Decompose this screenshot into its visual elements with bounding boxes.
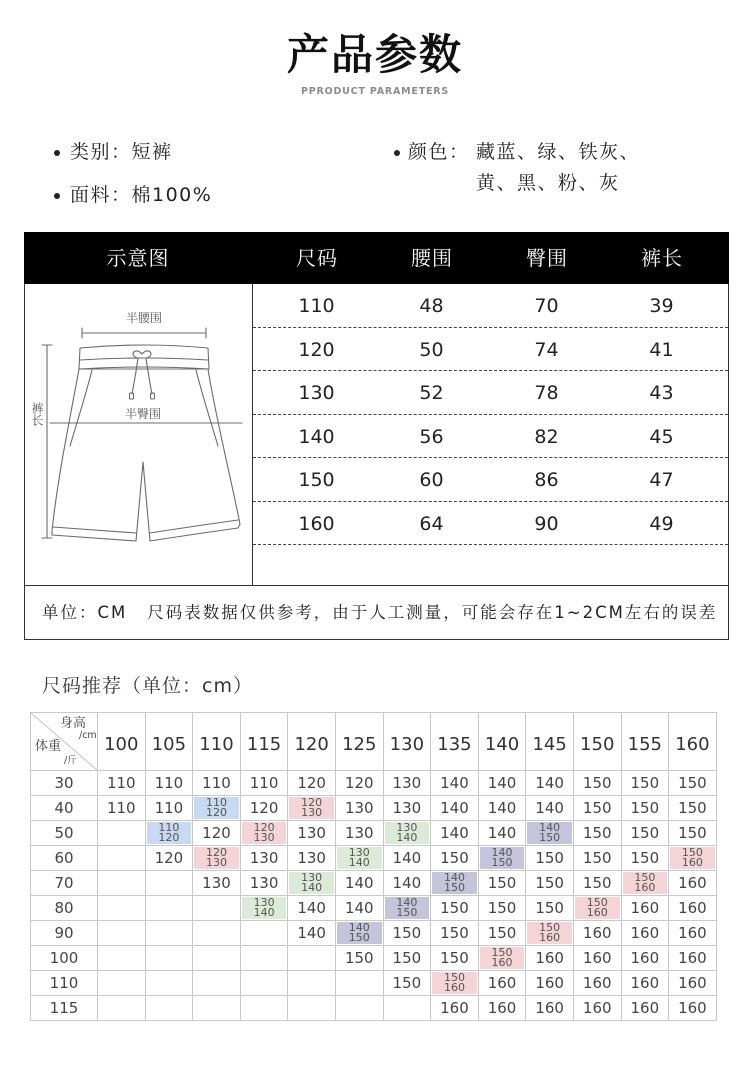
recommend-cell: 140 xyxy=(526,771,574,796)
size-range-badge xyxy=(337,847,382,869)
recommend-cell: 160 xyxy=(479,971,527,996)
recommend-cell xyxy=(336,996,384,1021)
recommend-cell: 150 xyxy=(622,796,670,821)
height-header: 125 xyxy=(336,713,384,771)
recommend-cell: 150 xyxy=(574,871,622,896)
recommend-cell: 150 xyxy=(479,921,527,946)
recommend-cell: 160 xyxy=(669,971,717,996)
size-range-badge xyxy=(527,922,572,944)
hip-value: 90 xyxy=(534,512,559,535)
range-high: 150 xyxy=(539,831,561,844)
weight-unit: /斤 xyxy=(64,755,77,766)
size-range-badge xyxy=(289,797,334,819)
range-high: 140 xyxy=(396,831,418,844)
recommend-cell: 150 xyxy=(526,896,574,921)
size-value: 130 xyxy=(298,382,335,404)
recommend-cell xyxy=(193,796,241,821)
height-header: 160 xyxy=(669,713,717,771)
range-low: 110 xyxy=(158,821,180,834)
weight-axis-label: 体重 xyxy=(35,739,62,754)
height-header: 155 xyxy=(622,713,670,771)
recommend-cell xyxy=(146,896,194,921)
range-low: 150 xyxy=(443,971,465,984)
recommend-cell xyxy=(98,946,146,971)
note-unit: 单位：CM xyxy=(42,603,128,622)
bullet-icon xyxy=(54,150,60,156)
height-header: 150 xyxy=(574,713,622,771)
bullet-icon xyxy=(54,193,60,199)
weight-label: 100 xyxy=(31,946,98,971)
weight-label: 90 xyxy=(31,921,98,946)
recommend-cell xyxy=(146,921,194,946)
half-waist-dimension xyxy=(82,328,206,338)
recommend-cell: 150 xyxy=(384,971,432,996)
waistband xyxy=(79,345,209,369)
height-unit: /cm xyxy=(79,730,97,741)
weight-label: 30 xyxy=(31,771,98,796)
weight-label: 70 xyxy=(31,871,98,896)
range-high: 160 xyxy=(634,881,656,894)
recommend-cell xyxy=(98,896,146,921)
range-high: 160 xyxy=(491,956,513,969)
recommend-cell: 150 xyxy=(669,796,717,821)
recommend-cell: 150 xyxy=(431,921,479,946)
recommend-cell xyxy=(146,871,194,896)
range-low: 120 xyxy=(301,796,323,809)
recommend-cell xyxy=(193,921,241,946)
recommend-cell xyxy=(193,846,241,871)
recommend-cell: 140 xyxy=(479,796,527,821)
range-high: 140 xyxy=(253,906,275,919)
spec-color-line: 黄、黑、粉、灰 xyxy=(476,172,620,194)
range-low: 120 xyxy=(253,821,275,834)
recommend-cell: 160 xyxy=(526,946,574,971)
recommend-cell: 120 xyxy=(241,796,289,821)
spec-fabric: 面料：棉100% xyxy=(70,184,213,206)
recommend-cell: 160 xyxy=(669,921,717,946)
waist-value: 48 xyxy=(419,295,444,317)
note-text: 尺码表数据仅供参考，由于人工测量，可能会存在1~2CM左右的误差 xyxy=(147,603,718,622)
height-header: 120 xyxy=(288,713,336,771)
range-low: 150 xyxy=(681,846,703,859)
size-range-badge xyxy=(337,922,382,944)
range-low: 130 xyxy=(253,896,275,909)
recommend-cell xyxy=(98,871,146,896)
recommend-cell: 140 xyxy=(431,821,479,846)
size-note xyxy=(25,585,728,639)
recommend-cell: 150 xyxy=(574,771,622,796)
size-value: 150 xyxy=(298,469,335,491)
recommend-cell: 150 xyxy=(622,771,670,796)
size-range-badge xyxy=(527,822,572,844)
recommend-cell: 150 xyxy=(431,896,479,921)
range-low: 140 xyxy=(348,921,370,934)
length-value: 49 xyxy=(649,512,674,535)
recommend-cell xyxy=(384,821,432,846)
recommend-cell: 130 xyxy=(288,821,336,846)
length-value: 39 xyxy=(649,295,674,317)
recommend-cell xyxy=(241,996,289,1021)
recommend-cell: 150 xyxy=(431,846,479,871)
recommend-cell: 140 xyxy=(288,921,336,946)
size-value: 140 xyxy=(298,425,335,448)
recommend-cell: 160 xyxy=(669,896,717,921)
recommend-cell xyxy=(336,921,384,946)
length-value: 47 xyxy=(649,469,674,491)
header-diagram: 示意图 xyxy=(106,246,170,270)
weight-label: 60 xyxy=(31,846,98,871)
size-range-badge xyxy=(194,847,239,869)
recommend-cell xyxy=(241,821,289,846)
recommend-cell: 130 xyxy=(336,796,384,821)
size-range-badge xyxy=(289,872,334,894)
recommend-cell xyxy=(98,846,146,871)
range-high: 120 xyxy=(205,806,227,819)
range-high: 150 xyxy=(348,931,370,944)
range-low: 140 xyxy=(443,871,465,884)
recommend-cell xyxy=(146,971,194,996)
recommend-cell: 150 xyxy=(336,946,384,971)
height-header: 130 xyxy=(384,713,432,771)
recommend-cell: 120 xyxy=(146,846,194,871)
recommend-cell xyxy=(98,971,146,996)
recommend-cell: 110 xyxy=(98,796,146,821)
spec-color-label: 颜色： xyxy=(408,141,470,163)
recommend-cell: 150 xyxy=(431,946,479,971)
header-waist: 腰围 xyxy=(411,246,453,270)
recommend-cell: 110 xyxy=(193,771,241,796)
recommend-cell: 160 xyxy=(574,996,622,1021)
recommend-cell: 150 xyxy=(479,896,527,921)
recommend-cell: 160 xyxy=(669,996,717,1021)
length-value: 45 xyxy=(649,425,674,448)
range-high: 160 xyxy=(586,906,608,919)
recommend-cell: 150 xyxy=(479,871,527,896)
size-range-badge xyxy=(194,797,239,819)
size-row xyxy=(253,415,728,459)
recommend-cell xyxy=(98,996,146,1021)
weight-label: 40 xyxy=(31,796,98,821)
weight-label: 115 xyxy=(31,996,98,1021)
height-header: 110 xyxy=(193,713,241,771)
recommend-cell: 160 xyxy=(526,971,574,996)
recommend-cell: 110 xyxy=(146,771,194,796)
recommend-cell xyxy=(98,821,146,846)
height-axis-label: 身高 xyxy=(60,716,87,731)
recommend-cell: 160 xyxy=(669,871,717,896)
recommend-cell: 160 xyxy=(431,996,479,1021)
size-row xyxy=(253,502,728,546)
range-low: 140 xyxy=(396,896,418,909)
range-low: 140 xyxy=(539,821,561,834)
recommend-cell xyxy=(241,921,289,946)
recommend-cell xyxy=(241,896,289,921)
recommend-cell xyxy=(431,971,479,996)
weight-label: 50 xyxy=(31,821,98,846)
recommend-cell: 150 xyxy=(526,846,574,871)
recommend-cell: 140 xyxy=(384,846,432,871)
recommend-cell: 140 xyxy=(479,771,527,796)
waist-value: 52 xyxy=(419,382,444,404)
recommend-cell xyxy=(384,996,432,1021)
recommend-cell: 160 xyxy=(622,896,670,921)
size-rows xyxy=(253,284,728,545)
recommend-cell: 110 xyxy=(98,771,146,796)
range-low: 130 xyxy=(301,871,323,884)
size-range-badge xyxy=(575,897,620,919)
range-low: 130 xyxy=(348,846,370,859)
recommend-cell xyxy=(193,996,241,1021)
hip-value: 86 xyxy=(534,469,559,491)
recommend-cell: 140 xyxy=(479,821,527,846)
size-range-badge xyxy=(670,847,715,869)
range-low: 150 xyxy=(634,871,656,884)
height-header: 100 xyxy=(98,713,146,771)
length-label: 裤长 xyxy=(30,402,44,426)
range-high: 130 xyxy=(205,856,227,869)
recommend-cell: 140 xyxy=(384,871,432,896)
waist-value: 50 xyxy=(419,338,444,361)
page-title: 产品参数 xyxy=(286,30,463,79)
recommend-cell: 160 xyxy=(669,946,717,971)
size-range-badge xyxy=(242,822,287,844)
half-hip-label: 半臀围 xyxy=(124,407,161,421)
recommend-cell xyxy=(98,921,146,946)
recommend-cell xyxy=(574,896,622,921)
recommend-cell xyxy=(241,946,289,971)
recommend-cell: 160 xyxy=(574,971,622,996)
hip-value: 82 xyxy=(534,425,559,448)
shorts-diagram xyxy=(25,284,252,585)
recommend-cell: 150 xyxy=(574,796,622,821)
recommend-cell: 130 xyxy=(241,871,289,896)
recommend-cell: 140 xyxy=(336,896,384,921)
height-header: 140 xyxy=(479,713,527,771)
size-range-badge xyxy=(432,972,477,994)
recommend-title: 尺码推荐（单位：cm） xyxy=(42,675,253,697)
range-high: 150 xyxy=(443,881,465,894)
recommend-cell: 120 xyxy=(288,771,336,796)
height-header: 105 xyxy=(146,713,194,771)
size-row xyxy=(253,284,728,328)
recommend-cell: 130 xyxy=(336,821,384,846)
range-high: 140 xyxy=(348,856,370,869)
recommend-cell xyxy=(384,896,432,921)
size-value: 120 xyxy=(298,338,335,361)
recommend-cell: 140 xyxy=(431,796,479,821)
size-recommend-grid xyxy=(30,712,717,1021)
size-range-badge xyxy=(242,897,287,919)
size-range-badge xyxy=(623,872,668,894)
range-low: 150 xyxy=(539,921,561,934)
range-high: 160 xyxy=(539,931,561,944)
height-header: 115 xyxy=(241,713,289,771)
recommend-cell xyxy=(288,971,336,996)
range-high: 150 xyxy=(491,856,513,869)
size-value: 160 xyxy=(298,512,335,535)
recommend-cell xyxy=(669,846,717,871)
recommend-cell: 110 xyxy=(146,796,194,821)
recommend-cell xyxy=(288,796,336,821)
size-range-badge xyxy=(147,822,192,844)
recommend-cell: 150 xyxy=(669,771,717,796)
recommend-cell: 140 xyxy=(431,771,479,796)
size-range-badge xyxy=(480,947,525,969)
range-high: 130 xyxy=(301,806,323,819)
recommend-cell xyxy=(288,871,336,896)
recommend-cell xyxy=(336,846,384,871)
range-low: 110 xyxy=(205,796,227,809)
diagram-cell xyxy=(25,284,253,585)
recommend-cell xyxy=(479,846,527,871)
recommend-cell: 160 xyxy=(622,921,670,946)
recommend-cell: 120 xyxy=(193,821,241,846)
recommend-cell: 140 xyxy=(336,871,384,896)
range-high: 120 xyxy=(158,831,180,844)
recommend-cell: 160 xyxy=(574,946,622,971)
header-hip: 臀围 xyxy=(526,246,568,270)
recommend-cell: 150 xyxy=(622,846,670,871)
range-low: 140 xyxy=(491,846,513,859)
recommend-cell xyxy=(479,946,527,971)
recommend-cell: 130 xyxy=(288,846,336,871)
recommend-cell: 120 xyxy=(336,771,384,796)
recommend-cell xyxy=(526,821,574,846)
recommend-cell: 130 xyxy=(384,796,432,821)
recommend-cell xyxy=(193,971,241,996)
waist-value: 56 xyxy=(419,425,444,448)
height-header: 145 xyxy=(526,713,574,771)
hip-value: 70 xyxy=(534,295,559,317)
header-length: 裤长 xyxy=(641,246,683,270)
recommend-cell: 150 xyxy=(384,921,432,946)
size-range-badge xyxy=(385,897,430,919)
length-dimension xyxy=(42,345,52,538)
recommend-cell xyxy=(193,946,241,971)
spec-category: 类别：短裤 xyxy=(70,141,173,163)
recommend-cell xyxy=(288,946,336,971)
height-header: 135 xyxy=(431,713,479,771)
recommend-cell: 150 xyxy=(574,821,622,846)
corner-cell xyxy=(31,713,98,771)
spec-color-line: 藏蓝、绿、铁灰、 xyxy=(476,141,641,163)
header-size: 尺码 xyxy=(296,246,338,270)
recommend-cell: 140 xyxy=(288,896,336,921)
recommend-cell: 150 xyxy=(384,946,432,971)
range-high: 160 xyxy=(681,856,703,869)
weight-label: 80 xyxy=(31,896,98,921)
length-value: 43 xyxy=(649,382,674,404)
recommend-cell: 160 xyxy=(622,971,670,996)
range-low: 120 xyxy=(205,846,227,859)
recommend-cell: 160 xyxy=(574,921,622,946)
bullet-icon xyxy=(394,150,400,156)
recommend-cell xyxy=(146,821,194,846)
waist-value: 64 xyxy=(419,512,444,535)
recommend-cell: 150 xyxy=(622,821,670,846)
recommend-cell: 150 xyxy=(669,821,717,846)
size-row xyxy=(253,371,728,415)
recommend-cell: 150 xyxy=(574,846,622,871)
waist-value: 60 xyxy=(419,469,444,491)
recommend-cell: 160 xyxy=(622,996,670,1021)
range-high: 160 xyxy=(443,981,465,994)
shorts-body-outline xyxy=(52,369,240,541)
recommend-cell xyxy=(526,921,574,946)
recommend-cell: 160 xyxy=(622,946,670,971)
length-value: 41 xyxy=(649,338,674,361)
range-low: 130 xyxy=(396,821,418,834)
recommend-cell: 160 xyxy=(479,996,527,1021)
range-high: 140 xyxy=(301,881,323,894)
recommend-cell xyxy=(336,971,384,996)
page-subtitle: PPRODUCT PARAMETERS xyxy=(300,86,450,97)
size-table-body xyxy=(24,284,729,640)
recommend-cell xyxy=(146,996,194,1021)
hip-value: 78 xyxy=(534,382,559,404)
range-low: 150 xyxy=(586,896,608,909)
recommend-cell xyxy=(146,946,194,971)
recommend-cell: 150 xyxy=(526,871,574,896)
recommend-cell: 140 xyxy=(526,796,574,821)
recommend-cell: 160 xyxy=(526,996,574,1021)
recommend-cell: 130 xyxy=(193,871,241,896)
size-range-badge xyxy=(480,847,525,869)
recommend-cell xyxy=(288,996,336,1021)
range-high: 150 xyxy=(396,906,418,919)
recommend-cell xyxy=(622,871,670,896)
size-row xyxy=(253,458,728,502)
recommend-cell: 110 xyxy=(241,771,289,796)
recommend-cell xyxy=(431,871,479,896)
hip-value: 74 xyxy=(534,338,559,361)
size-row xyxy=(253,328,728,372)
range-high: 130 xyxy=(253,831,275,844)
recommend-cell: 130 xyxy=(384,771,432,796)
range-low: 150 xyxy=(491,946,513,959)
recommend-cell xyxy=(193,896,241,921)
size-table-header xyxy=(24,232,729,284)
size-table xyxy=(24,232,729,640)
weight-label: 110 xyxy=(31,971,98,996)
recommend-cell: 130 xyxy=(241,846,289,871)
size-range-badge xyxy=(385,822,430,844)
half-waist-label: 半腰围 xyxy=(125,311,162,325)
size-range-badge xyxy=(432,872,477,894)
recommend-cell xyxy=(241,971,289,996)
size-value: 110 xyxy=(298,295,335,317)
